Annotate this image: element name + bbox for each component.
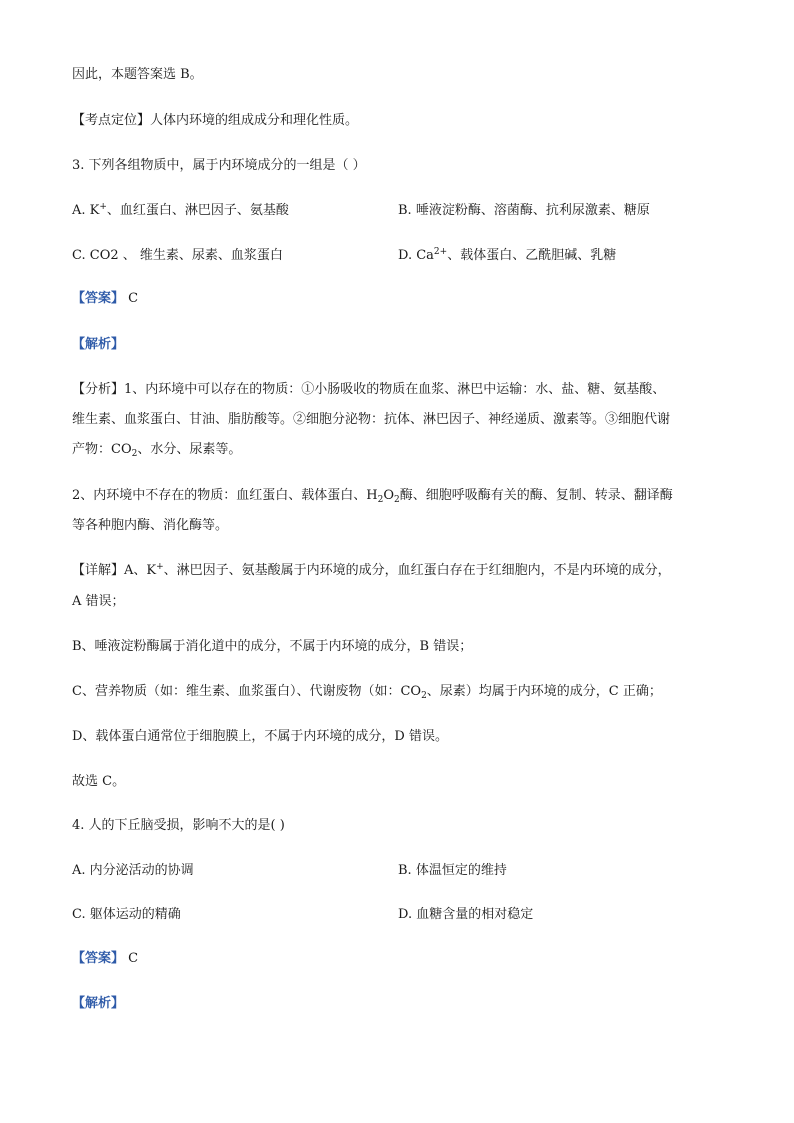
answer-value: C xyxy=(128,291,139,306)
previous-conclusion: 因此，本题答案选 B。 xyxy=(72,67,203,82)
kaodian-line xyxy=(72,112,358,130)
xiangjie-tag: 【详解】 xyxy=(72,563,125,578)
q3-analysis-header xyxy=(72,336,124,354)
fenxi-line-3: 产物：$CO_2$、水分、尿素等。 xyxy=(72,442,242,459)
answer-value: C xyxy=(128,951,139,966)
q4-option-d: D. 血糖含量的相对稳定 xyxy=(398,907,534,922)
fenxi-line-4: 2、内环境中不存在的物质：血红蛋白、载体蛋白、$H_2O_2$酶、细胞呼吸酶有关的酶、复制、转录、翻译酶 xyxy=(72,488,673,505)
xiangjie-a-cont: A 错误； xyxy=(72,594,125,609)
q3-final-choice: 故选 C。 xyxy=(72,774,126,789)
xiangjie-d: D、载体蛋白通常位于细胞膜上，不属于内环境的成分，D 错误。 xyxy=(72,729,448,744)
q3-option-a: A. K+、血红蛋白、淋巴因子、氨基酸 xyxy=(72,202,289,218)
fenxi-tag: 【分析】 xyxy=(72,382,125,397)
q4-answer xyxy=(72,950,138,968)
answer-tag: 【答案】 xyxy=(72,951,125,966)
fenxi-line-2: 维生素、血浆蛋白、甘油、脂肪酸等。②细胞分泌物：抗体、淋巴因子、神经递质、激素等。③细胞代谢 xyxy=(72,412,671,427)
kaodian-tag: 【考点定位】 xyxy=(72,113,151,128)
q3-answer xyxy=(72,290,138,308)
q3-option-d: D. $Ca^{2+}$、载体蛋白、乙酰胆碱、乳糖 xyxy=(398,247,617,263)
xiangjie-a: 【详解】A、K+、淋巴因子、氨基酸属于内环境的成分，血红蛋白存在于红细胞内，不是内环境的成分， xyxy=(72,562,671,578)
q3-option-b: B. 唾液淀粉酶、溶菌酶、抗利尿激素、糖原 xyxy=(398,203,650,218)
q4-analysis-header xyxy=(72,995,124,1013)
q4-stem: 4. 人的下丘脑受损，影响不大的是( ) xyxy=(72,818,285,833)
analysis-tag: 【解析】 xyxy=(72,337,125,352)
q4-option-c: C. 躯体运动的精确 xyxy=(72,907,181,922)
analysis-tag: 【解析】 xyxy=(72,996,125,1011)
q3-stem: 3. 下列各组物质中，属于内环境成分的一组是（ ） xyxy=(72,158,366,173)
q4-option-a: A. 内分泌活动的协调 xyxy=(72,863,194,878)
fenxi-line-5: 等各种胞内酶、消化酶等。 xyxy=(72,518,229,533)
q4-option-b: B. 体温恒定的维持 xyxy=(398,863,507,878)
answer-tag: 【答案】 xyxy=(72,291,125,306)
q3-option-c: C. CO2 、 维生素、尿素、血浆蛋白 xyxy=(72,248,283,263)
kaodian-text: 人体内环境的组成成分和理化性质。 xyxy=(150,113,359,128)
xiangjie-c: C、营养物质（如：维生素、血浆蛋白）、代谢废物（如：$CO_2$、尿素）均属于内环境的成分，C 正确； xyxy=(72,684,662,701)
fenxi-line-1: 【分析】1、内环境中可以存在的物质：①小肠吸收的物质在血浆、淋巴中运输：水、盐、糖、氨基酸、 xyxy=(72,382,666,397)
xiangjie-b: B、唾液淀粉酶属于消化道中的成分，不属于内环境的成分，B 错误； xyxy=(72,639,473,654)
